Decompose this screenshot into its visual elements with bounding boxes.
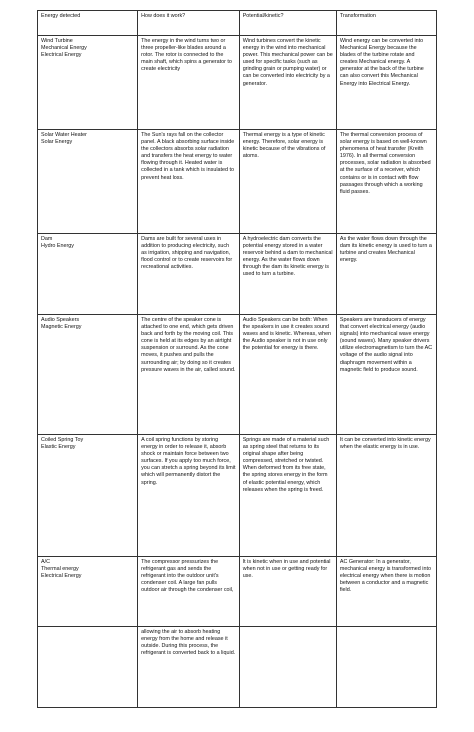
table-cell	[336, 234, 436, 315]
potential-kinetic-text: It is kinetic when in use and potential when not in use or getting ready for use.	[242, 559, 331, 580]
table-cell	[38, 557, 138, 627]
table-cell	[239, 234, 336, 315]
table-cell	[336, 130, 436, 234]
header-cell	[336, 11, 436, 36]
how-it-works-text: The Sun's rays fall on the collector panel. A black absorbing surface inside the collectors absorbs solar radiation and transfers the heat energy to water flowing through it. Heated water is collected in a tank which is insulated to prevent heat loss.	[141, 132, 235, 181]
how-it-works-text: The compressor pressurizes the refrigerant gas and sends the refrigerant into the outdoor unit's condenser coil. A large fan pulls outdoor air through the condenser coil,	[141, 559, 234, 594]
header-cell	[138, 11, 240, 36]
potential-kinetic-text: Thermal energy is a type of kinetic energy. Therefore, solar energy is kinetic because of the vibrations of atoms.	[242, 132, 326, 160]
table-cell	[239, 315, 336, 435]
table-cell	[38, 315, 138, 435]
table-cell	[336, 435, 436, 557]
table-cell	[38, 130, 138, 234]
table-cell	[38, 627, 138, 708]
table-row	[38, 315, 437, 435]
table-row	[38, 130, 437, 234]
table-cell	[138, 234, 240, 315]
table-row	[38, 36, 437, 130]
table-cell	[138, 557, 240, 627]
transformation-text: Speakers are transducers of energy that convert electrical energy (audio signals) into mechanical wave energy (sound waves). Many speaker drivers utilize electromagnetism to turn the AC voltage of the audio signal into diaphragm movement within a magnetic field to produce sound.	[339, 317, 433, 373]
energy-detected-text: Audio Speakers Magnetic Energy	[41, 317, 82, 331]
potential-kinetic-text: Audio Speakers can be both: When the speakers in use it creates sound waves and is kinetic. Whereas, when the Audio speaker is not in use only the potential for energy is there.	[242, 317, 332, 352]
energy-detected-text: Solar Water Heater Solar Energy	[41, 132, 87, 146]
table-cell	[336, 36, 436, 130]
table-cell	[138, 36, 240, 130]
potential-kinetic-text: Wind turbines convert the kinetic energy in the wind into mechanical power. This mechanical power can be used for specific tasks (such as grinding grain or pumping water) or can be converted into electricity by a generator.	[242, 38, 333, 87]
table-cell	[336, 557, 436, 627]
energy-table	[37, 10, 437, 708]
table-cell	[239, 627, 336, 708]
potential-kinetic-text: A hydroelectric dam converts the potential energy stored in a water reservoir behind a dam to mechanical energy. As the water flows down through the dam its kinetic energy is used to turn a turbine.	[242, 236, 333, 278]
table-row	[38, 627, 437, 708]
table-cell	[38, 234, 138, 315]
header-energy-detected: Energy detected	[41, 13, 81, 19]
table-cell	[239, 435, 336, 557]
table-cell	[336, 627, 436, 708]
table-cell	[38, 36, 138, 130]
table-row	[38, 435, 437, 557]
how-it-works-text: The energy in the wind turns two or three propeller-like blades around a rotor. The rotor is connected to the main shaft, which spins a generator to create electricity	[141, 38, 232, 73]
energy-detected-text: Coiled Spring Toy Elastic Energy	[41, 437, 84, 451]
transformation-text: It can be converted into kinetic energy when the elastic energy is in use.	[339, 437, 431, 451]
how-it-works-text: allowing the air to absorb heating energy from the home and release it outside. During this process, the refrigerant is converted back to a liquid.	[141, 629, 236, 657]
energy-detected-text: Wind Turbine Mechanical Energy Electrical Energy	[41, 38, 87, 59]
energy-detected-text: A/C Thermal energy Electrical Energy	[41, 559, 82, 580]
transformation-text: Wind energy can be converted into Mechanical Energy because the blades of the turbine rotate and creates Mechanical energy. A generator at the back of the turbine can also convert this Mechanical Energy into Electrical Energy.	[339, 38, 424, 87]
energy-detected-text: Dam Hydro Energy	[41, 236, 74, 250]
transformation-text: AC Generator: In a generator, mechanical energy is transformed into electrical energy when there is motion between a conductor and a magnetic field.	[339, 559, 431, 594]
header-cell	[38, 11, 138, 36]
table-cell	[138, 130, 240, 234]
header-transformation: Transformation	[339, 13, 376, 19]
header-row	[38, 11, 437, 36]
table-cell	[138, 435, 240, 557]
table-cell	[239, 130, 336, 234]
transformation-text: The thermal conversion process of solar energy is based on well-known phenomena of heat transfer (Kreith 1976). In all thermal conversion processes, solar radiation is absorbed at the surface of a receiver, which contains or is in contact with flow passages through which a working fluid passes.	[339, 132, 431, 195]
table-row	[38, 234, 437, 315]
table-row	[38, 557, 437, 627]
header-potential-kinetic: Potential/kinetic?	[242, 13, 284, 19]
table-cell	[239, 36, 336, 130]
table-cell	[138, 627, 240, 708]
table-cell	[38, 435, 138, 557]
transformation-text: As the water flows down through the dam its kinetic energy is used to turn a turbine and creates Mechanical energy.	[339, 236, 432, 264]
how-it-works-text: A coil spring functions by storing energy in order to release it, absorb shock or maintain force between two surfaces. If you apply too much force, you can stretch a spring beyond its limit which will permanently distort the spring.	[141, 437, 236, 486]
table-cell	[138, 315, 240, 435]
how-it-works-text: The centre of the speaker cone is attached to one end, which gets driven back and forth by the moving coil. This cone is held at its edges by an airtight suspension or surround. As the cone moves, it pushes and pulls the surrounding air; by doing so it creates pressure waves in the air, called sound.	[141, 317, 236, 373]
header-how-does-it-work: How does it work?	[141, 13, 186, 19]
table-cell	[336, 315, 436, 435]
header-cell	[239, 11, 336, 36]
potential-kinetic-text: Springs are made of a material such as spring steel that returns to its original shape after being compressed, stretched or twisted. When deformed from its free state, the spring stores energy in the form of elastic potential energy, which releases when the spring is freed.	[242, 437, 330, 493]
how-it-works-text: Dams are built for several uses in addition to producing electricity, such as irrigation, shipping and navigation, flood control or to create reservoirs for recreational activities.	[141, 236, 233, 271]
table-cell	[239, 557, 336, 627]
